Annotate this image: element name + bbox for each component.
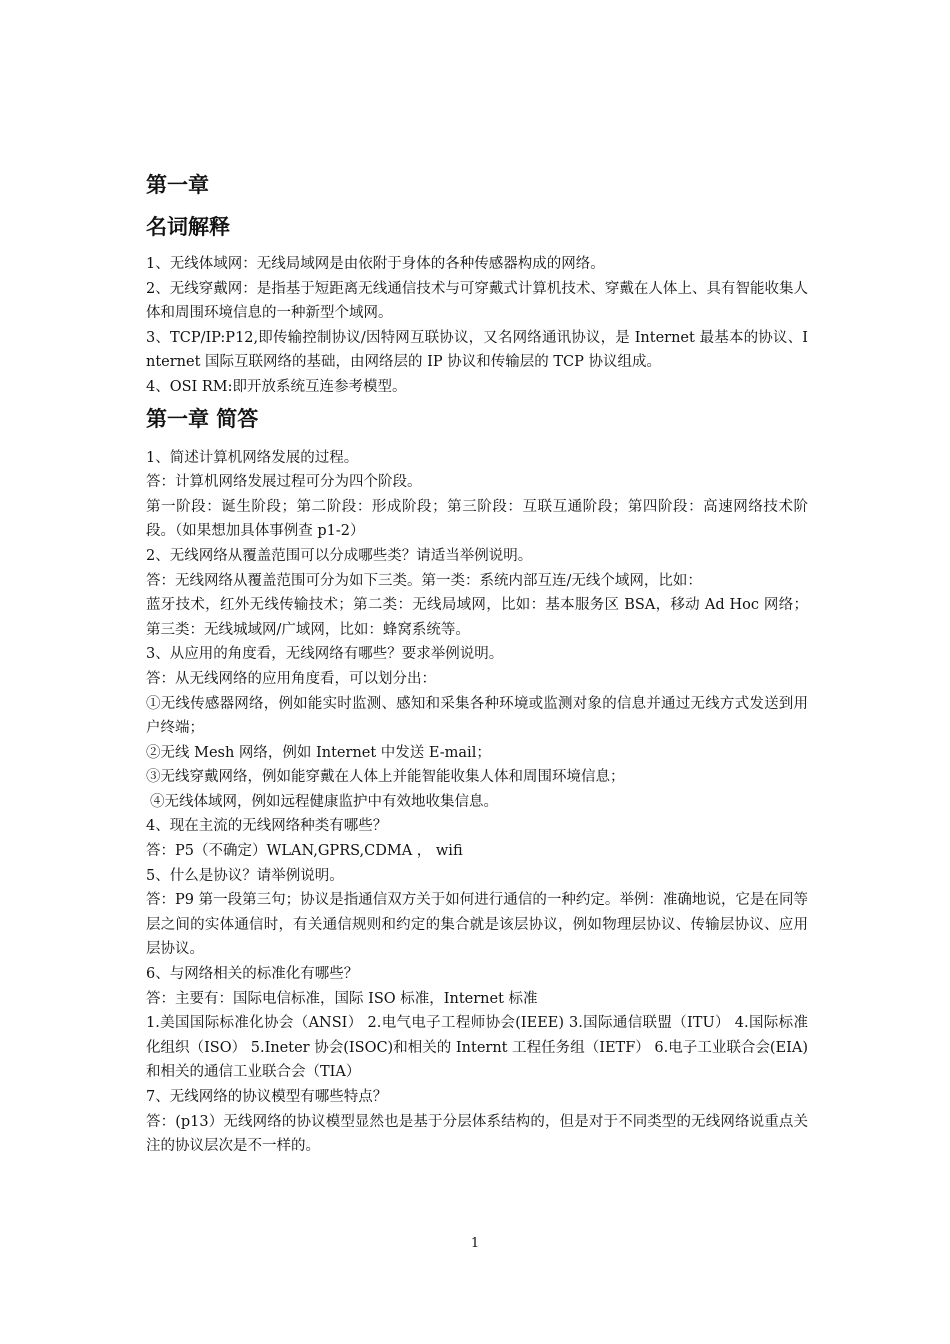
glossary-item: 1、无线体域网：无线局域网是由依附于身体的各种传感器构成的网络。	[146, 256, 605, 272]
answer-item: ④无线体域网，例如远程健康监护中有效地收集信息。	[150, 793, 498, 810]
question: 2、无线网络从覆盖范围可以分成哪些类？请适当举例说明。	[146, 547, 533, 564]
question: 4、现在主流的无线网络种类有哪些？	[146, 818, 388, 835]
page-number: 1	[470, 1236, 480, 1251]
answer: 答：主要有：国际电信标准，国际 ISO 标准，Internet 标准	[146, 990, 538, 1007]
answer: 答：P9 第一段第三句；协议是指通信双方关于如何进行通信的一种约定。举例：准确地说，它是在同等层之间的实体通信时，有关通信规则和约定的集合就是该层协议，例如物理层协议、传输层协议、应用层协议。	[146, 892, 808, 958]
chapter-title: 第一章	[146, 172, 209, 197]
document-body	[146, 170, 808, 1159]
answer-detail: 1.美国国际标准化协会（ANSI） 2.电气电子工程师协会(IEEE) 3.国际通信联盟（ITU） 4.国际标准化组织（ISO） 5.Ineter 协会(ISOC)和相关的 Internt 工程任务组（IETF） 6.电子工业联合会(EIA)和相关的通信工业联合会（TIA）	[146, 1015, 808, 1081]
glossary-item: 3、TCP/IP:P12,即传输控制协议/因特网互联协议，又名网络通讯协议，是 Internet 最基本的协议、Internet 国际互联网络的基础，由网络层的 IP 协议和传输层的 TCP 协议组成。	[146, 329, 808, 371]
glossary-item: 2、无线穿戴网：是指基于短距离无线通信技术与可穿戴式计算机技术、穿戴在人体上、具有智能收集人体和周围环境信息的一种新型个域网。	[146, 280, 808, 322]
question: 1、简述计算机网络发展的过程。	[146, 449, 359, 466]
answer-item: ③无线穿戴网络，例如能穿戴在人体上并能智能收集人体和周围环境信息；	[146, 769, 625, 786]
section-heading-qa: 第一章 简答	[146, 405, 259, 431]
section-heading-glossary: 名词解释	[146, 214, 230, 239]
answer: 答：从无线网络的应用角度看，可以划分出：	[146, 670, 436, 687]
answer: 答：无线网络从覆盖范围可分为如下三类。第一类：系统内部互连/无线个域网，比如：	[146, 572, 702, 589]
question: 7、无线网络的协议模型有哪些特点？	[146, 1089, 388, 1105]
answer-item: ②无线 Mesh 网络，例如 Internet 中发送 E-mail；	[146, 744, 491, 761]
glossary-list	[146, 252, 808, 400]
answer: 答：计算机网络发展过程可分为四个阶段。	[146, 474, 422, 491]
question: 5、什么是协议？请举例说明。	[146, 867, 344, 884]
question: 6、与网络相关的标准化有哪些？	[146, 966, 359, 983]
answer-item: ①无线传感器网络，例如能实时监测、感知和采集各种环境或监测对象的信息并通过无线方式发送到用户终端；	[146, 695, 808, 737]
answer-detail: 第一阶段：诞生阶段；第二阶段：形成阶段；第三阶段：互联互通阶段；第四阶段：高速网络技术阶段。（如果想加具体事例查 p1-2）	[146, 498, 808, 540]
answer: 答：(p13）无线网络的协议模型显然也是基于分层体系结构的，但是对于不同类型的无线网络说重点关注的协议层次是不一样的。	[146, 1113, 808, 1155]
question: 3、从应用的角度看，无线网络有哪些？要求举例说明。	[146, 646, 504, 663]
answer-detail: 蓝牙技术，红外无线传输技术；第二类：无线局域网，比如：基本服务区 BSA，移动 Ad Hoc 网络；第三类：无线城域网/广域网，比如：蜂窝系统等。	[146, 597, 808, 638]
qa-list	[146, 446, 808, 1159]
glossary-item: 4、OSI RM:即开放系统互连参考模型。	[146, 378, 407, 395]
answer: 答：P5（不确定）WLAN,GPRS,CDMA ， wifi	[146, 843, 463, 860]
